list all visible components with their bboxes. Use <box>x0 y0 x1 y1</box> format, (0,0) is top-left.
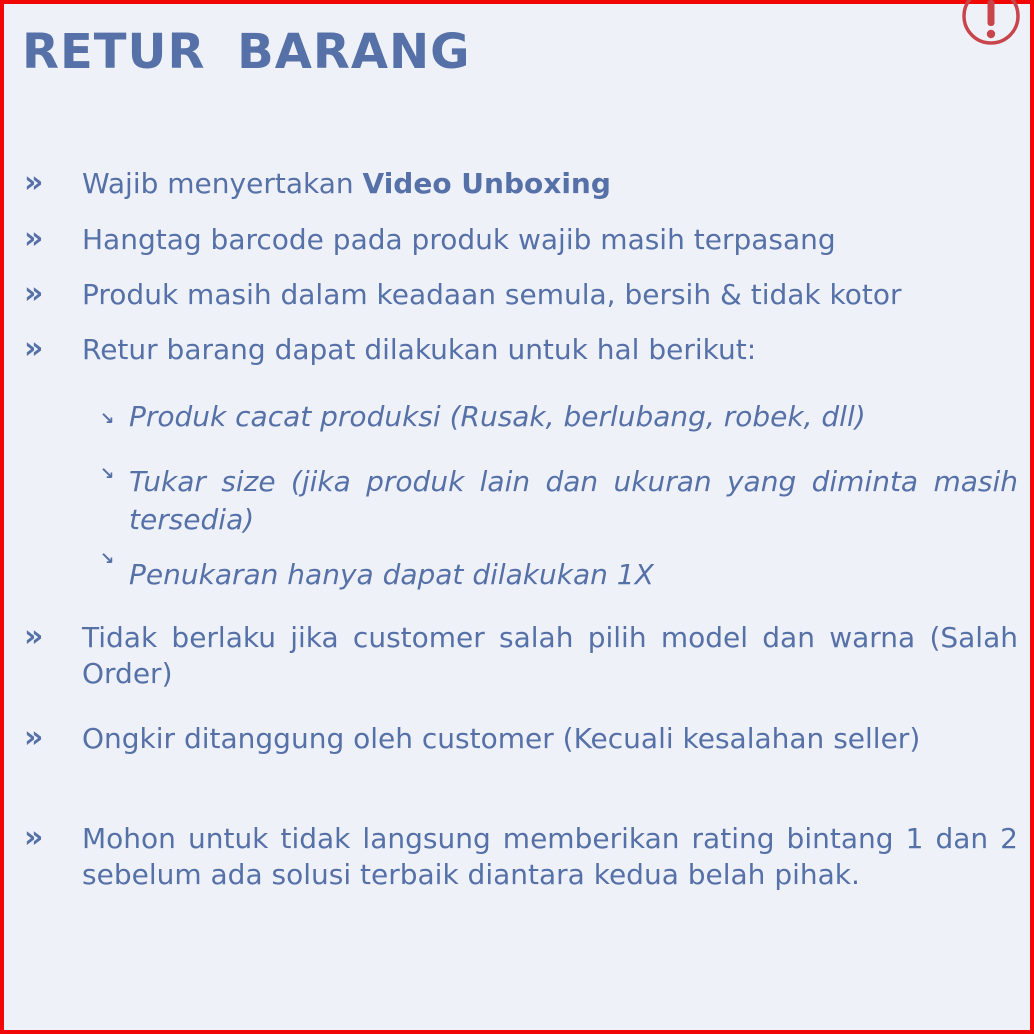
double-chevron-icon: » <box>24 331 44 366</box>
double-chevron-icon: » <box>24 221 44 256</box>
exclamation-circle-icon <box>962 0 1020 50</box>
double-chevron-icon: » <box>24 165 44 200</box>
video-unboxing-label: Video Unboxing <box>362 167 611 200</box>
sub-list-item-text: Produk cacat produksi (Rusak, berlubang, robek, dll) <box>129 400 866 433</box>
list-item <box>24 332 1018 368</box>
sub-list-item-text: Tukar size (jika produk lain dan ukuran yang diminta masih tersedia) <box>129 465 1018 536</box>
list-item-text: Retur barang dapat dilakukan untuk hal berikut: <box>82 333 757 366</box>
list-item-text: Hangtag barcode pada produk wajib masih terpasang <box>82 223 836 256</box>
sub-list-item-text: Penukaran hanya dapat dilakukan 1X <box>129 558 654 591</box>
list-item <box>24 222 1018 258</box>
double-chevron-icon: » <box>24 720 44 755</box>
list-item-text: Tidak berlaku jika customer salah pilih model dan warna (Salah Order) <box>82 621 1018 690</box>
list-item-prefix: Wajib menyertakan <box>82 167 363 200</box>
arrow-down-right-icon: ↘ <box>100 409 115 429</box>
list-item-text <box>82 166 1018 202</box>
list-item <box>24 166 1018 202</box>
list-item <box>24 721 1018 757</box>
arrow-down-right-icon: ↘ <box>100 549 115 569</box>
list-item-text: Produk masih dalam keadaan semula, bersih & tidak kotor <box>82 278 902 311</box>
sub-list-item <box>100 463 1018 539</box>
arrow-down-right-icon: ↘ <box>100 464 115 484</box>
list-item <box>24 620 1018 692</box>
double-chevron-icon: » <box>24 619 44 654</box>
sub-list-item <box>100 549 1018 594</box>
page-title: RETUR BARANG <box>22 24 471 80</box>
sub-list-item <box>100 398 1018 436</box>
list-item <box>24 277 1018 313</box>
double-chevron-icon: » <box>24 276 44 311</box>
list-item <box>24 821 1018 893</box>
list-item-text: Ongkir ditanggung oleh customer (Kecuali kesalahan seller) <box>82 722 921 755</box>
list-item-text: Mohon untuk tidak langsung memberikan rating bintang 1 dan 2 sebelum ada solusi terbaik diantara kedua belah pihak. <box>82 822 1018 891</box>
double-chevron-icon: » <box>24 820 44 855</box>
